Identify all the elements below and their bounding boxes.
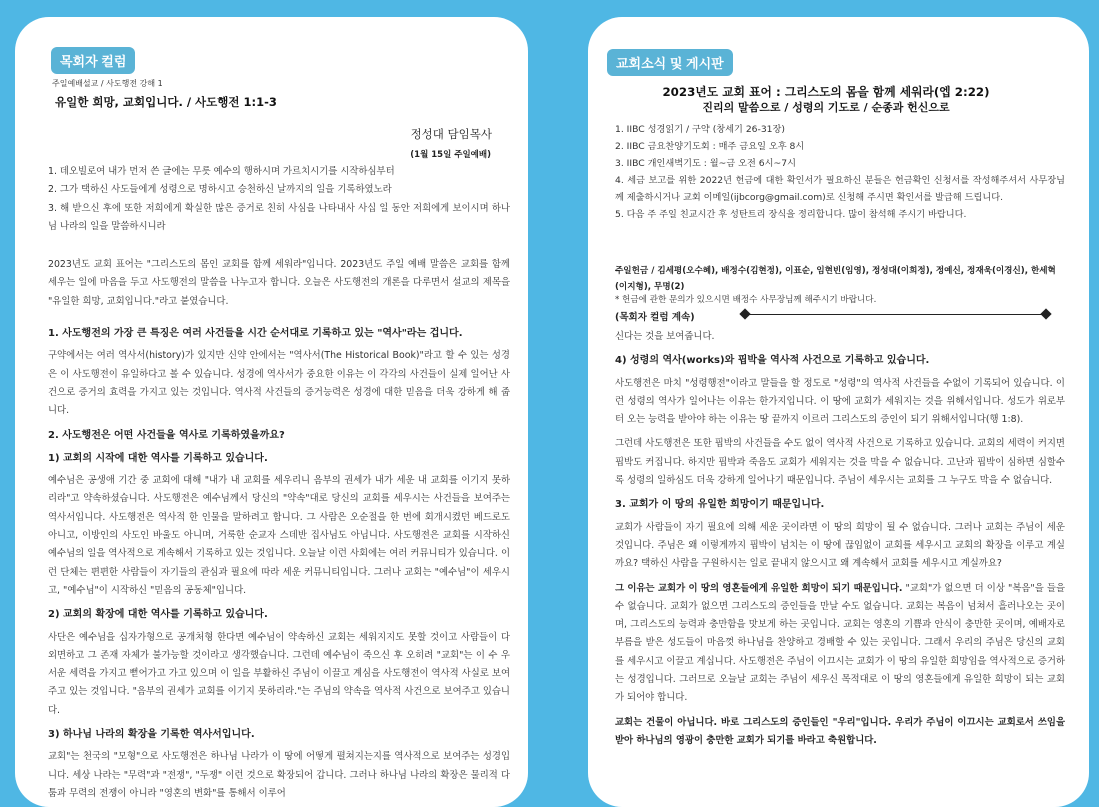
paragraph-holy-spirit: 사도행전은 마치 "성령행전"이라고 말들을 할 정도로 "성령"의 역사적 사건들을 수없이 기록되어 있습니다. 이런 성령의 역사가 일어나는 이유는 한가지입니다. 이 땅에 교회가 세워지는 것을 위해서입니다. 성도가 위로부터 오는 능력을 받아야 하는 이유는 땅 끝까지 이르러 그리스도의 증인이 되기 위해서입니다(행 1:8). [615,377,1065,426]
diamond-icon [1040,308,1051,319]
heading-point-3: 3. 교회가 이 땅의 유일한 희망이기 때문입니다. [615,499,825,511]
news-list [615,121,1065,223]
paragraph-only-hope: 교회가 사람들이 자기 필요에 의해 세운 곳이라면 이 땅의 희망이 될 수 없습니다. 그러나 교회는 주님이 세운 것입니다. 주님은 왜 이렇게까지 핍박이 넘치는 이 땅에 끊임없이 교회를 세우시고 교회의 확장을 이루고 계실까요? 택하신 사람을 구원하시는 일로 끝내지 않으시고 왜 계속해서 교회를 세우시고 계실까요? [615,521,1065,570]
news-item-3: 3. IIBC 개인새벽기도 : 월~금 오전 6시~7시 [615,158,796,169]
church-news-page [588,17,1089,807]
reason-text: "교회"가 없으면 더 이상 "복음"을 들을 수 없습니다. 교회가 없으면 그리스도의 증인들을 만날 수도 없습니다. 교회는 복음이 넘쳐서 흘러나오는 곳이며, 그리스도의 능력과 충만함을 맛보게 하는 곳입니다. 교회는 영혼의 기쁨과 안식이 충만한 곳이며, 예배자로 부름을 받은 성도들이 마음껏 하나님을 찬양하고 경배할 수 있는 곳입니다. 그래서 우리의 주님은 당신의 교회를 세우시고 이끌고 계십니다. 사도행전은 주님이 이끄시는 교회가 이 땅의 유일한 희망임을 역사적으로 증거하는 성경입니다. 그러므로 오늘날 교회는 주님이 세우신 목적대로 이 땅의 영혼들에게 유일한 희망이 되는 교회가 되어야 합니다. [615,582,1065,704]
divider-line [746,314,1046,315]
heading-point-2: 2. 사도행전은 어떤 사건들을 역사로 기록하였을까요? [48,429,285,441]
scripture-verse-1: 1. 데오빌로여 내가 먼저 쓴 글에는 무릇 예수의 행하시며 가르치시기를 시작하심부터 [48,166,395,177]
offering-list: 주일헌금 / 김세평(오수혜), 배정수(김현정), 이표순, 임현빈(임영), 정성대(이희정), 정예신, 정재욱(이경신), 한세혁(이지형), 무명(2) [615,266,1056,292]
pastor-column-page [15,17,528,807]
pastor-name: 정성대 담임목사 [410,127,492,141]
news-item-1: 1. IIBC 성경읽기 / 구약 (창세기 26-31장) [615,124,785,135]
scripture-verse-3: 3. 해 받으신 후에 또한 저희에게 확실한 많은 증거로 친히 사심을 나타내사 사십 일 동안 저희에게 보이시며 하나님 나라의 일을 말씀하시니라 [48,202,510,232]
paragraph-persecution: 그런데 사도행전은 또한 핍박의 사건들을 수도 없이 역사적 사건으로 기록하고 있습니다. 교회의 세력이 커지면 핍박도 커집니다. 하지만 핍박과 죽음도 교회가 세워지는 것을 막을 수 없습니다. 고난과 핍박이 심하면 심할수록 성령의 일하심도 더욱 강하게 일어나기 때문입니다. 주님이 세우시는 교회를 그 누구도 막을 수 없습니다. [615,438,1065,487]
reason-bold: 그 이유는 교회가 이 땅의 영혼들에게 유일한 희망이 되기 때문입니다. [615,582,903,594]
column-continued-label: (목회자 컬럼 계속) [615,312,695,323]
paragraph-church-expansion: 사단은 예수님을 십자가형으로 공개처형 한다면 예수님이 약속하신 교회는 세워지지도 못할 것이고 사람들이 다 외면하고 그 존재 자체가 불가능할 것이라고 생각했습니다. 그런데 예수님이 죽으신 후 오히려 "교회"는 이 수 우서운 세력을 가지고 뻗어가고 가고 있으며 이 일을 부활하신 주님이 이끌고 계심을 사도행전이 역사적 사실로 보여주고 있는 것입니다. "음부의 권세가 교회를 이기지 못하리라."는 주님의 약속을 역사적 사건으로 보여주고 있습니다. [48,631,510,716]
section-badge: 교회소식 및 게시판 [607,49,733,76]
diamond-icon [739,308,750,319]
paragraph-history: 구약에서는 여러 역사서(history)가 있지만 신약 안에서는 "역사서(The Historical Book)"라고 할 수 있는 성경은 이 사도행전이 유일하다고 볼 수 있습니다. 성경에 역사서가 중요한 이유는 이 각각의 사건들이 실제 일어난 사건으로 증거의 효력을 가지고 있는 것입니다. 역사적 사건들의 증거능력은 성경에 대한 믿음을 더욱 강하게 해 줍니다. [48,350,510,417]
paragraph-kingdom: 교회"는 천국의 "모형"으로 사도행전은 하나님 나라가 이 땅에 어떻게 펼쳐지는지를 역사적으로 보여주는 성경입니다. 세상 나라는 "무력"과 "전쟁", "두쟁" 이런 것으로 확장되어 갑니다. 그러나 하나님 나라의 확장은 물리적 다툼과 무력의 전쟁이 아니라 "영혼의 변화"를 통해서 이루어 [48,751,510,799]
heading-point-2-3: 3) 하나님 나라의 확장을 기록한 역사서입니다. [48,729,255,741]
paragraph-church-start: 예수님은 공생애 기간 중 교회에 대해 "내가 내 교회를 세우리니 음부의 권세가 내가 세운 내 교회를 이기지 못하리라"고 약속하셨습니다. 사도행전은 예수님께서 당신의 "약속"대로 당신의 교회를 세우시는 사건들을 보여주는 역사서입니다. 사도행전은 역사적 한 인물을 말하려고 합니다. 그 사람은 오순절을 한 번에 회개시켰던 베드로도 아니고, 이방인의 사도인 바울도 아니며, 거룩한 순교자 스데반 집사님도 아닙니다. 사도행전은 교회를 시작하신 예수님의 일을 역사적으로 계속해서 기록하고 있는 것입니다. 오늘날 이런 사회에는 여러 커뮤니티가 있습니다. 이런 단체는 편편한 사람들이 자기들의 관심과 필요에 따라 세운 커뮤니티입니다. 그러나 교회는 "예수님"이 세우시고, "예수님"이 시작하신 "믿음의 공동체"입니다. [48,475,510,596]
offering-note: * 헌금에 관한 문의가 있으시면 배정수 사무장님께 해주시기 바랍니다. [615,295,877,305]
continued-line: 신다는 것을 보여줍니다. [615,331,715,342]
heading-point-2-4: 4) 성령의 역사(works)와 핍박을 역사적 사건으로 기록하고 있습니다. [615,355,930,367]
intro-paragraph: 2023년도 교회 표어는 "그리스도의 몸인 교회를 함께 세워라"입니다. 2023년도 주일 예배 말씀은 교회를 함께 세우는 일에 마음을 두고 사도행전의 말씀을 나누고자 합니다. 오늘은 사도행전의 개론을 다루면서 설교의 제목을 "유일한 희망, 교회입니다."라고 붙였습니다. [48,259,510,307]
closing-paragraph: 교회는 건물이 아닙니다. 바로 그리스도의 증인들인 "우리"입니다. 우리가 주님이 이끄시는 교회로서 쓰임을 받아 하나님의 영광이 충만한 교회가 되기를 바라고 축원합니다. [615,716,1065,746]
sermon-series: 주일예배설교 / 사도행전 강해 1 [52,79,163,88]
church-motto-title: 2023년도 교회 표어 : 그리스도의 몸을 함께 세워라(엡 2:22) [662,85,990,99]
sermon-body [48,163,510,807]
sermon-date: (1월 15일 주일예배) [410,150,491,160]
paragraph-reason [615,580,1065,708]
sermon-title: 유일한 희망, 교회입니다. / 사도행전 1:1-3 [55,95,277,109]
scripture-verse-2: 2. 그가 택하신 사도들에게 성령으로 명하시고 승천하신 날까지의 일을 기록하였노라 [48,184,392,196]
heading-point-2-1: 1) 교회의 시작에 대한 역사를 기록하고 있습니다. [48,452,268,464]
heading-point-2-2: 2) 교회의 확장에 대한 역사를 기록하고 있습니다. [48,609,268,621]
heading-point-1: 1. 사도행전의 가장 큰 특징은 여러 사건들을 시간 순서대로 기록하고 있는 "역사"라는 겁니다. [48,328,463,340]
column-continued-body [615,328,1065,756]
section-badge: 목회자 컬럼 [51,47,135,74]
news-item-4: 4. 세금 보고를 위한 2022년 헌금에 대한 확인서가 필요하신 분들은 헌금확인 신청서를 작성해주셔서 사무장님께 제출하시거나 교회 이메일(ijbcorg@gmail.com)로 신청해 주시면 확인서를 발급해 드립니다. [615,175,1065,203]
church-motto-subtitle: 진리의 말씀으로 / 성령의 기도로 / 순종과 헌신으로 [702,101,950,114]
news-item-5: 5. 다음 주 주일 친교시간 후 성탄트리 장식을 정리합니다. 많이 참석해 주시기 바랍니다. [615,209,967,220]
news-item-2: 2. IIBC 금요찬양기도회 : 매주 금요일 오후 8시 [615,141,805,152]
